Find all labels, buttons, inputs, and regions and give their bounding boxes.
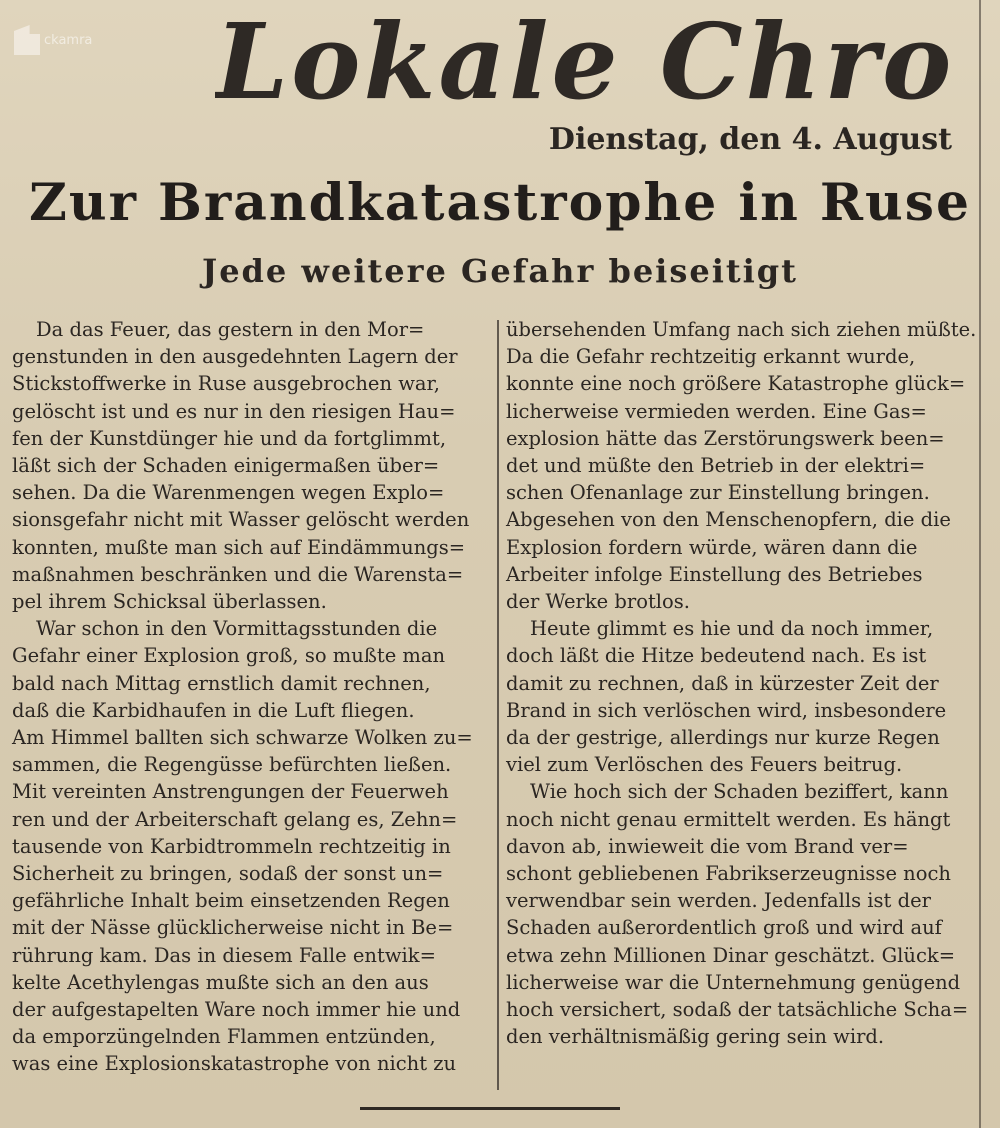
text-line: explosion hätte das Zerstörungswerk been= [506,426,945,450]
text-line: bald nach Mittag ernstlich damit rechnen, [12,671,431,695]
text-line: der aufgestapelten Ware noch immer hie und [12,998,461,1022]
text-line: da der gestrige, allerdings nur kurze Regen [506,726,940,750]
page-edge-rule [979,0,981,1128]
text-line: Gefahr einer Explosion groß, so mußte man [12,644,446,668]
text-line: sionsgefahr nicht mit Wasser gelöscht werden [12,508,470,532]
text-line: schont gebliebenen Fabrikserzeugnisse noch [506,862,951,886]
text-line: daß die Karbidhaufen in die Luft fliegen. [12,698,415,722]
text-line: doch läßt die Hitze bedeutend nach. Es ist [506,644,927,668]
text-line: maßnahmen beschränken und die Warensta= [12,562,464,586]
text-line: Explosion fordern würde, wären dann die [506,535,918,559]
text-line: War schon in den Vormittagsstunden die [36,617,438,641]
text-line: hoch versichert, sodaß der tatsächliche Scha= [506,998,969,1022]
article-subheadline: Jede weitere Gefahr beiseitigt [202,252,798,290]
text-line: licherweise vermieden werden. Eine Gas= [506,399,927,423]
text-line: was eine Explosionskatastrophe von nicht zu [12,1052,457,1076]
text-line: noch nicht genau ermittelt werden. Es hängt [506,807,951,831]
archive-logo-icon [14,25,40,55]
text-line: Am Himmel ballten sich schwarze Wolken zu= [12,726,473,750]
text-line: det und müßte den Betrieb in der elektri= [506,454,926,478]
article-end-rule [360,1107,620,1110]
text-line: davon ab, inwieweit die vom Brand ver= [506,834,909,858]
text-line: Arbeiter infolge Einstellung des Betriebes [506,562,923,586]
masthead: Lokale Chro [215,2,955,122]
text-line: schen Ofenanlage zur Einstellung bringen. [506,481,930,505]
text-line: Abgesehen von den Menschenopfern, die die [506,508,951,532]
text-line: rührung kam. Das in diesem Falle entwik= [12,943,436,967]
text-line: kelte Acethylengas mußte sich an den aus [12,970,429,994]
text-line: den verhältnismäßig gering sein wird. [506,1025,885,1049]
text-line: Stickstoffwerke in Ruse ausgebrochen war, [12,372,440,396]
dateline: Dienstag, den 4. August [548,122,952,157]
article-headline: Zur Brandkatastrophe in Ruse [28,172,972,233]
text-line: Brand in sich verlöschen wird, insbesondere [506,698,947,722]
text-line: konnte eine noch größere Katastrophe glück= [506,372,966,396]
text-line: damit zu rechnen, daß in kürzester Zeit der [506,671,939,695]
text-line: gelöscht ist und es nur in den riesigen Hau= [12,399,456,423]
text-line: fen der Kunstdünger hie und da fortglimmt, [12,426,447,450]
text-line: mit der Nässe glücklicherweise nicht in Be= [12,916,454,940]
text-line: da emporzüngelnden Flammen entzünden, [12,1025,436,1049]
left-column [12,316,488,1078]
text-line: licherweise war die Unternehmung genügend [506,970,961,994]
text-line: verwendbar sein werden. Jedenfalls ist der [506,889,931,913]
text-line: übersehenden Umfang nach sich ziehen müßte. [506,318,977,341]
text-line: läßt sich der Schaden einigermaßen über= [12,454,440,478]
text-line: viel zum Verlöschen des Feuers beitrug. [506,753,903,777]
right-column [506,316,976,1050]
text-line: Sicherheit zu bringen, sodaß der sonst un= [12,862,444,886]
text-line: konnten, mußte man sich auf Eindämmungs= [12,535,466,559]
text-line: ren und der Arbeiterschaft gelang es, Zehn= [12,807,458,831]
text-line: Mit vereinten Anstrengungen der Feuerweh [12,780,449,804]
text-line: Wie hoch sich der Schaden beziffert, kann [530,780,949,804]
text-line: Da das Feuer, das gestern in den Mor= [36,318,425,341]
text-line: Heute glimmt es hie und da noch immer, [530,617,934,641]
archive-watermark [14,22,124,58]
text-line: etwa zehn Millionen Dinar geschätzt. Glück= [506,943,956,967]
text-line: sammen, die Regengüsse befürchten ließen. [12,753,452,777]
text-line: gefährliche Inhalt beim einsetzenden Regen [12,889,450,913]
text-line: pel ihrem Schicksal überlassen. [12,590,327,614]
text-line: Schaden außerordentlich groß und wird auf [506,916,942,940]
column-divider [497,320,499,1090]
text-line: Da die Gefahr rechtzeitig erkannt wurde, [506,345,916,369]
text-line: der Werke brotlos. [506,590,690,614]
watermark-text: ckamra [44,32,93,48]
text-line: sehen. Da die Warenmengen wegen Explo= [12,481,445,505]
text-line: tausende von Karbidtrommeln rechtzeitig in [12,834,451,858]
text-line: genstunden in den ausgedehnten Lagern der [12,345,458,369]
